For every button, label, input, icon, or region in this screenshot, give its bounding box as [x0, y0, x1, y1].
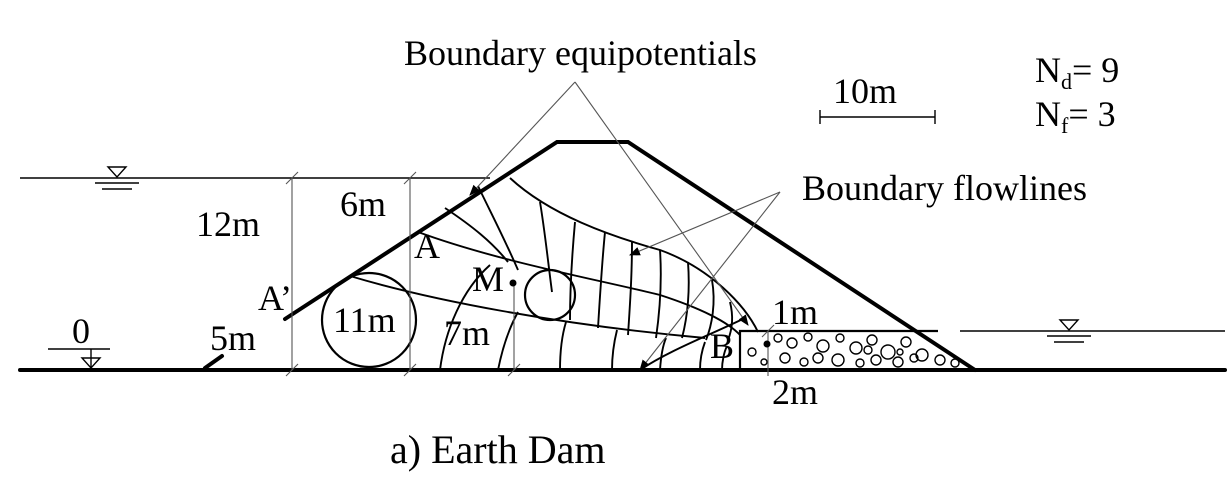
- point-A-label: A: [414, 226, 440, 266]
- point-M-marker: [510, 280, 517, 287]
- base-equipotential-6: [700, 342, 705, 370]
- drain-2m-label: 2m: [772, 372, 819, 412]
- equipotentials-annotation: Boundary equipotentials: [404, 33, 757, 73]
- base-equipotential-3: [560, 322, 566, 370]
- head-12m-label: 12m: [196, 204, 261, 244]
- nf-label: Nf= 3: [1035, 94, 1116, 138]
- figure-caption: a) Earth Dam: [390, 427, 606, 472]
- drain-1m-label: 1m: [772, 292, 819, 332]
- width-6m-label: 6m: [340, 184, 387, 224]
- base-equipotential-4: [612, 330, 617, 370]
- base-equipotential-2: [498, 312, 518, 370]
- point-B-marker: [764, 341, 771, 348]
- equipotential-leaders: [470, 82, 748, 325]
- equipotential-1: [445, 208, 508, 262]
- point-A-prime-label: A’: [258, 278, 292, 318]
- equipotential-8: [682, 262, 689, 338]
- height-5m-label: 5m: [210, 318, 257, 358]
- nd-label: Nd= 9: [1035, 50, 1120, 94]
- point-M-label: M: [472, 259, 505, 299]
- datum-label: 0: [72, 311, 90, 351]
- point-B-label: B: [710, 326, 735, 366]
- circle-11m-label: 11m: [333, 300, 396, 340]
- scale-bar: [820, 110, 935, 124]
- scale-bar-label: 10m: [833, 71, 898, 111]
- height-7m-label: 7m: [444, 313, 491, 353]
- flowlines-annotation: Boundary flowlines: [802, 168, 1087, 208]
- equipotential-3: [540, 202, 552, 292]
- datum-marker: [48, 349, 110, 370]
